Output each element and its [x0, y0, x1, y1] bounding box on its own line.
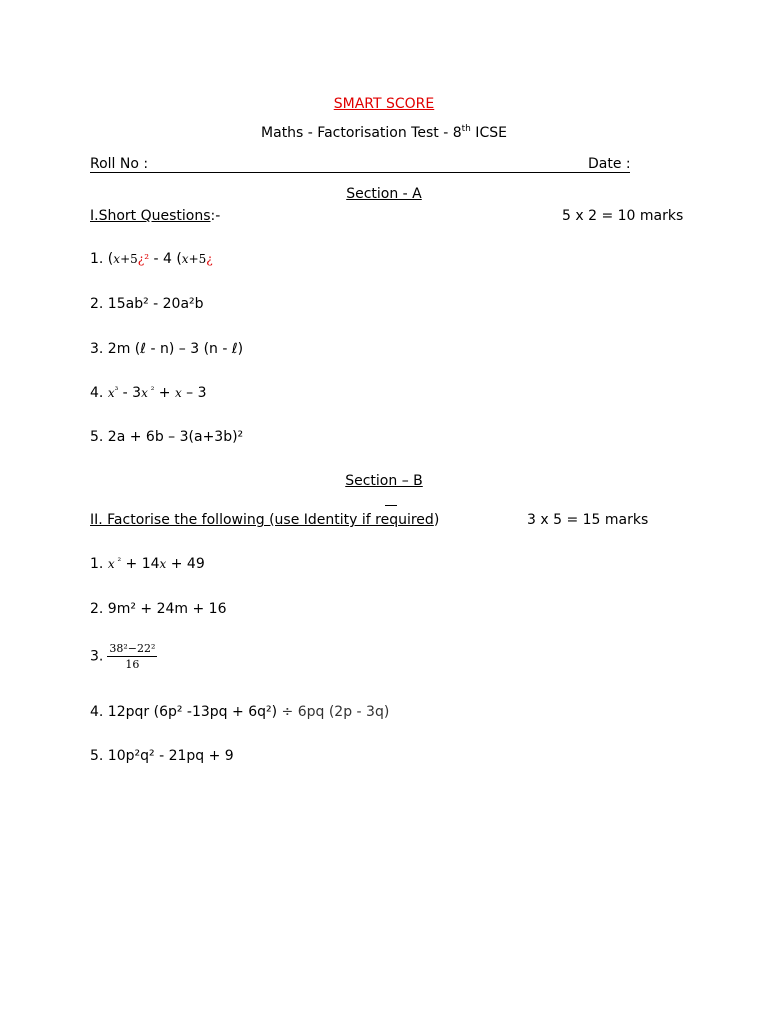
roll-no-label: Roll No :: [90, 156, 149, 172]
test-title-sup: th: [461, 124, 471, 134]
roll-no-rule: [90, 172, 630, 173]
section-b-dash: [385, 505, 397, 506]
section-a-question-3: 3. 2m (ℓ - n) – 3 (n - ℓ): [90, 341, 244, 357]
section-a-question-1: [90, 251, 213, 267]
q3-b-denominator: 16: [125, 658, 140, 671]
section-b-heading: Section – B: [345, 473, 423, 489]
q4-a-x1: x: [107, 386, 115, 400]
section-a-question-2: 2. 15ab² - 20a²b: [90, 296, 204, 312]
q1-b-plus14: + 14: [121, 556, 160, 572]
q4-a-minus3: - 3: [118, 385, 142, 401]
section-b-question-3: [90, 642, 157, 671]
q3-b-num: 3.: [90, 648, 104, 665]
section-a-label-suffix: :-: [210, 208, 221, 224]
q4-a-end: – 3: [181, 385, 207, 401]
section-b-label-text: II. Factorise the following (use Identity if required: [90, 512, 434, 528]
q1-b-x2: x: [159, 557, 167, 571]
section-a-question-5: 5. 2a + 6b – 3(a+3b)²: [90, 429, 244, 445]
q4-a-x2: x: [141, 386, 148, 400]
test-title-suffix: ICSE: [470, 125, 507, 141]
test-title: [0, 125, 768, 141]
section-b-label-end: ): [433, 512, 440, 528]
brand-title: SMART SCORE: [333, 96, 435, 112]
q1-a-x1: x: [113, 252, 121, 266]
section-b-question-2: 2. 9m² + 24m + 16: [90, 601, 227, 617]
test-title-prefix: Maths - Factorisation Test - 8: [261, 125, 462, 141]
section-b-marks: 3 x 5 = 15 marks: [527, 512, 649, 528]
q4-a-x3: x: [174, 386, 182, 400]
date-label: Date :: [588, 156, 631, 172]
q3-b-fraction: [107, 642, 157, 671]
q1-a-mid: - 4 (: [149, 251, 182, 267]
q1-a-plus5-1: +5: [120, 252, 138, 266]
q4-a-plus: +: [154, 385, 175, 401]
q3-b-numerator: 38²−22²: [109, 642, 156, 655]
section-b-question-4: [90, 704, 389, 720]
section-b-label: [90, 512, 439, 528]
q4-a-square: ²: [147, 386, 155, 396]
section-a-heading: Section - A: [346, 186, 422, 202]
q1-a-glyph-2: ¿: [206, 252, 213, 266]
q1-b-num: 1.: [90, 556, 108, 572]
section-a-label-text: I.Short Questions: [90, 208, 211, 224]
q1-a-num: 1. (: [90, 251, 114, 267]
section-a-question-4: [90, 385, 207, 401]
q1-a-x2: x: [181, 252, 189, 266]
q1-b-end: + 49: [166, 556, 205, 572]
section-b-question-5: 5. 10p²q² - 21pq + 9: [90, 748, 234, 764]
q4-b-main: 4. 12pqr (6p² -13pq + 6q²): [90, 704, 282, 720]
q4-b-divisor: ÷ 6pq (2p - 3q): [281, 704, 390, 720]
q1-b-x1: x: [107, 557, 115, 571]
q1-a-glyph-1: ¿²: [137, 252, 150, 266]
q1-a-plus5-2: +5: [188, 252, 207, 266]
section-a-label: [90, 208, 220, 224]
section-b-question-1: [90, 556, 205, 572]
q4-a-num: 4.: [90, 385, 108, 401]
q4-a-cube: ³: [114, 386, 119, 396]
q1-b-square: ²: [114, 557, 122, 567]
section-a-marks: 5 x 2 = 10 marks: [562, 208, 684, 224]
